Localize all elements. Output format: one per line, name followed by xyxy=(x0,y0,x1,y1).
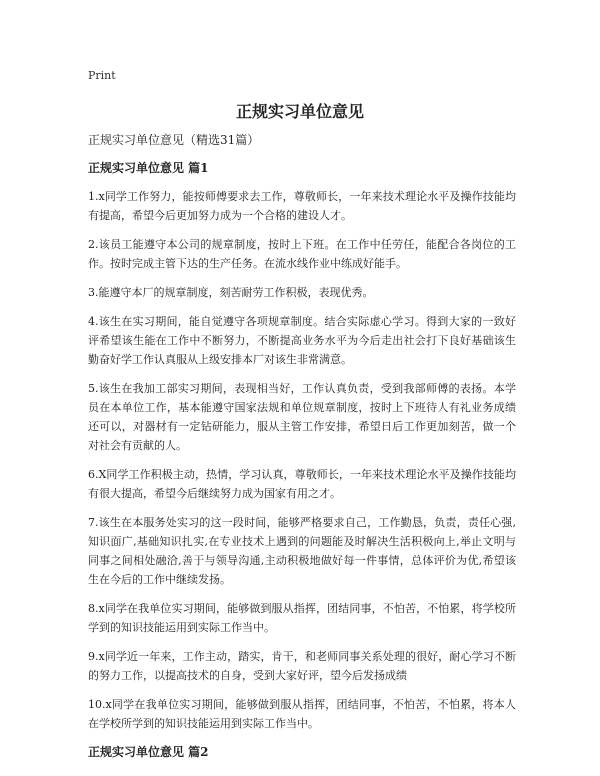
paragraph: 7.该生在本服务处实习的这一段时间，能够严格要求自己，工作勤恳，负责，责任心强,知识面广,基础知识扎实,在专业技术上遇到的问题能及时解决生活积极向上,举止文明与同事之间相处融洽,善于与领导沟通,主动积极地做好每一件事情，总体评价为优,希望该生在今后的工作中继续发扬。 xyxy=(88,516,516,586)
paragraph: 9.x同学近一年来，工作主动，踏实，肯干，和老师同事关系处理的很好，耐心学习不断的努力工作，以提高技术的自身，受到大家好评，望今后发扬成绩 xyxy=(88,650,516,682)
paragraph: 8.x同学在我单位实习期间，能够做到服从指挥，团结同事，不怕苦，不怕累，将学校所学到的知识技能运用到实际工作当中。 xyxy=(88,602,516,634)
section-heading: 正规实习单位意见 篇2 xyxy=(88,745,209,759)
document-body xyxy=(88,131,516,771)
paragraph: 3.能遵守本厂的规章制度，刻苦耐劳工作积极，表现优秀。 xyxy=(88,286,374,299)
paragraph: 2.该员工能遵守本公司的规章制度，按时上下班。在工作中任劳任，能配合各岗位的工作。按时完成主管下达的生产任务。在流水线作业中练成好能手。 xyxy=(88,238,516,270)
paragraph: 4.该生在实习期间，能自觉遵守各项规章制度。结合实际虚心学习。得到大家的一致好评希望该生能在工作中不断努力，不断提高业务水平为今后走出社会打下良好基础该生勤奋好学工作认真服从上级安排本厂对该生非常满意。 xyxy=(88,315,516,366)
paragraph: 1.x同学工作努力，能按师傅要求去工作，尊敬师长，一年来技术理论水平及操作技能均有提高，希望今后更加努力成为一个合格的建设人才。 xyxy=(88,190,516,222)
document-subtitle: 正规实习单位意见（精选31篇） xyxy=(88,133,260,147)
print-link[interactable]: Print xyxy=(88,69,116,82)
section-heading: 正规实习单位意见 篇1 xyxy=(88,161,209,175)
page-title: 正规实习单位意见 xyxy=(235,102,364,121)
paragraph: 10.x同学在我单位实习期间，能够做到服从指挥，团结同事，不怕苦，不怕累，将本人在学校所学到的知识技能运用到实际工作当中。 xyxy=(88,698,516,730)
paragraph: 5.该生在我加工部实习期间，表现相当好，工作认真负责，受到我部师傅的表扬。本学员在本单位工作，基本能遵守国家法规和单位规章制度，按时上下班待人有礼业务成绩还可以，对器材有一定钻研能力，服从主管工作安排，希望日后工作更加刻苦，做一个对社会有贡献的人。 xyxy=(88,382,516,452)
paragraph: 6.X同学工作积极主动，热情，学习认真，尊敬师长，一年来技术理论水平及操作技能均有很大提高，希望今后继续努力成为国家有用之才。 xyxy=(88,468,516,500)
